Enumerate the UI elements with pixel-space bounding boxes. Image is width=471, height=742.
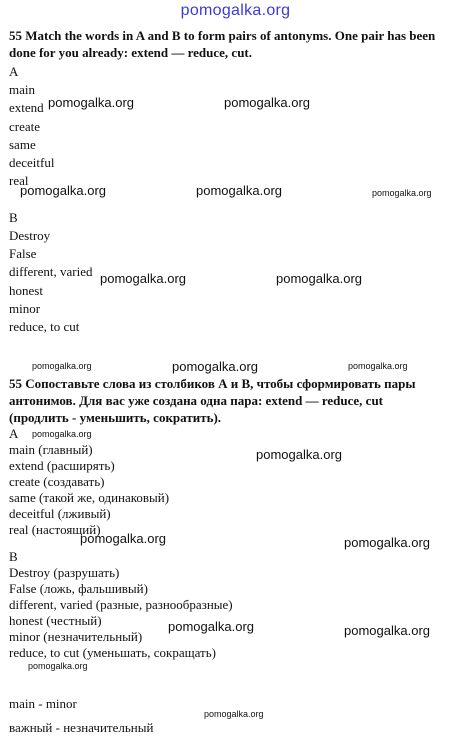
watermark: pomogalka.org [224, 95, 310, 110]
column-b-word: minor [9, 301, 41, 316]
task-title-ru-line2: антонимов. Для вас уже создана одна пара: extend — reduce, cut [9, 393, 384, 408]
task-title-en-line2: done for you already: extend — reduce, cut. [9, 45, 253, 60]
column-a-word: create [9, 119, 41, 134]
column-a-word-ru: create (создавать) [9, 474, 105, 489]
column-a-word: same [9, 137, 36, 152]
column-b-label-en: B [9, 210, 18, 225]
watermark: pomogalka.org [80, 531, 166, 546]
column-b-word: reduce, to cut [9, 319, 80, 334]
column-a-word-ru: real (настоящий) [9, 522, 101, 537]
column-a-word-ru: main (главный) [9, 442, 93, 457]
column-b-word-ru: Destroy (разрушать) [9, 565, 120, 580]
answer-pair-en: main - minor [9, 696, 77, 711]
column-a-word-ru: extend (расширять) [9, 458, 115, 473]
column-b-word-ru: honest (честный) [9, 613, 102, 628]
watermark: pomogalka.org [204, 709, 264, 719]
watermark: pomogalka.org [372, 188, 432, 198]
column-b-word: different, varied [9, 264, 93, 279]
watermark: pomogalka.org [196, 183, 282, 198]
watermark: pomogalka.org [100, 271, 186, 286]
column-b-word: False [9, 246, 37, 261]
column-a-word: real [9, 173, 29, 188]
watermark: pomogalka.org [344, 623, 430, 638]
column-a-word-ru: same (такой же, одинаковый) [9, 490, 170, 505]
watermark: pomogalka.org [32, 361, 92, 371]
watermark: pomogalka.org [256, 447, 342, 462]
watermark: pomogalka.org [28, 661, 88, 671]
watermark: pomogalka.org [348, 361, 408, 371]
column-a-label-ru: A [9, 426, 19, 441]
column-a-word: main [9, 82, 35, 97]
answer-pair-ru: важный - незначительный [9, 720, 154, 735]
column-b-word: Destroy [9, 228, 51, 243]
column-a-label-en: A [9, 64, 19, 79]
task-title-ru-line1: 55 Сопоставьте слова из столбиков А и В, чтобы сформировать пары [9, 376, 416, 391]
watermark: pomogalka.org [32, 429, 92, 439]
column-b-word-ru: reduce, to cut (уменьшать, сокращать) [9, 645, 216, 660]
column-b-word-ru: different, varied (разные, разнообразные) [9, 597, 233, 612]
task-title-ru-line3: (продлить - уменьшить, сократить). [9, 410, 222, 425]
column-b-label-ru: B [9, 549, 18, 564]
column-b-word-ru: minor (незначительный) [9, 629, 143, 644]
site-header-logo[interactable]: pomogalka.org [180, 2, 291, 19]
watermark: pomogalka.org [48, 95, 134, 110]
column-b-word: honest [9, 283, 43, 298]
column-a-word: deceitful [9, 155, 55, 170]
watermark: pomogalka.org [168, 619, 254, 634]
watermark: pomogalka.org [172, 359, 258, 374]
column-b-word-ru: False (ложь, фальшивый) [9, 581, 148, 596]
watermark: pomogalka.org [276, 271, 362, 286]
task-title-en-line1: 55 Match the words in A and B to form pairs of antonyms. One pair has been [9, 28, 436, 43]
column-a-word: extend [9, 100, 44, 115]
watermark: pomogalka.org [344, 535, 430, 550]
column-a-word-ru: deceitful (лживый) [9, 506, 111, 521]
watermark: pomogalka.org [20, 183, 106, 198]
